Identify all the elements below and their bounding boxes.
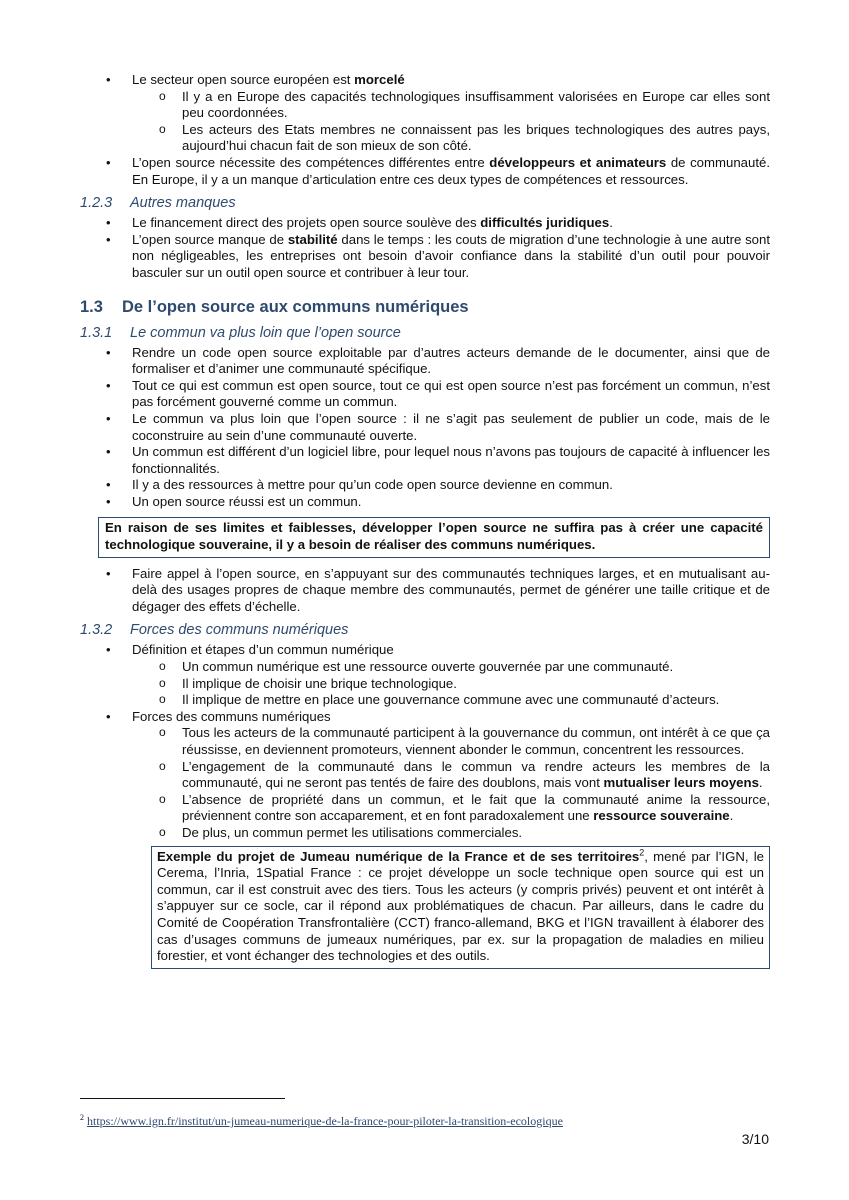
forces-list xyxy=(80,642,770,841)
sub-list-item: o Tous les acteurs de la communauté participent à la gouvernance du commun, ont intérêt à ce que ça réussisse, en deviennent promoteurs, viennent abonder le commun, concentrent les ressources. xyxy=(132,725,770,758)
sub-list xyxy=(132,725,770,841)
sub-list-item: o Il implique de mettre en place une gouvernance commune avec une communauté d’acteurs. xyxy=(132,692,770,709)
sub-list-item: o Les acteurs des Etats membres ne connaissent pas les briques technologiques des autres pays, aujourd’hui chacun fait de son mieux de son côté. xyxy=(132,122,770,155)
section-heading-1-3-2: 1.3.2 Forces des communs numériques xyxy=(80,622,349,639)
list-item: • Un commun est différent d’un logiciel libre, pour lequel nous n’avons pas toujours de capacité à influencer les fonctionnalités. xyxy=(80,444,770,477)
list-item: • L’open source nécessite des compétences différentes entre développeurs et animateurs de communauté. En Europe, il y a un manque d’articulation entre ces deux types de compétences et ressources. xyxy=(80,155,770,188)
list-item: • Forces des communs numériques o Tous les acteurs de la communauté participent à la gouvernance du commun, ont intérêt à ce que ça réussisse, en deviennent promoteurs, viennent abonder le commun, concentrent les ressources. o L’engagement de la communauté dans le commun va rendre acteurs les membres de la communauté, qui ne seront pas tentés de faire des doublons, mais vont mutualiser leurs moyens. o L’absence de propriété dans un commun, et le fait que la communauté anime la ressource, préviennent contre son accaparement, et en font paradoxalement une ressource souveraine. o De plus, un commun permet les utilisations commerciales. xyxy=(80,709,770,842)
list-item: • Le financement direct des projets open source soulève des difficultés juridiques. xyxy=(80,215,770,232)
sub-list-item: o Il implique de choisir une brique technologique. xyxy=(132,676,770,693)
sub-list-item: o De plus, un commun permet les utilisations commerciales. xyxy=(132,825,770,842)
mutualisation-list xyxy=(80,566,770,616)
list-item: • Faire appel à l’open source, en s’appuyant sur des communautés techniques larges, et en mutualisant au-delà des usages propres de chaque membre des communautés, permet de générer une taille critique et de dégager des effets d’échelle. xyxy=(80,566,770,616)
list-item: • Un open source réussi est un commun. xyxy=(80,494,770,511)
sub-list-item: o L’engagement de la communauté dans le commun va rendre acteurs les membres de la communauté, qui ne seront pas tentés de faire des doublons, mais vont mutualiser leurs moyens. xyxy=(132,759,770,792)
list-item: • Il y a des ressources à mettre pour qu’un code open source devienne en commun. xyxy=(80,477,770,494)
sub-list-item: o Il y a en Europe des capacités technologiques insuffisamment valorisées en Europe car elles sont peu coordonnées. xyxy=(132,89,770,122)
list-item: • Définition et étapes d’un commun numérique o Un commun numérique est une ressource ouverte gouvernée par une communauté. o Il implique de choisir une brique technologique. o Il implique de mettre en place une gouvernance commune avec une communauté d’acteurs. xyxy=(80,642,770,708)
list-item: • Tout ce qui est commun est open source, tout ce qui est open source n’est pas forcément un commun, n’est pas forcément gouverné comme un commun. xyxy=(80,378,770,411)
sub-list-item: o L’absence de propriété dans un commun, et le fait que la communauté anime la ressource, préviennent contre son accaparement, et en font paradoxalement une ressource souveraine. xyxy=(132,792,770,825)
example-box: Exemple du projet de Jumeau numérique de la France et de ses territoires$^2$, mené par l’IGN, le Cerema, l’Inria, 1Spatial France : ce projet développe un socle technique open source qui est un commun, car il est construit avec des tiers. Tous les acteurs (y compris privés) peuvent et ont intérêt à s’appuyer sur ce socle, car il répond aux problématiques de chacun. Par ailleurs, dans le cadre du Comité de Coopération Transfrontalière (CCT) franco-allemand, BKG et l’IGN travaillent à élaborer des cas d’usages communs de jumeaux numériques, par ex. sur la propagation de maladies en milieu forestier, et vont échanger des technologies et des outils. xyxy=(151,846,770,969)
commun-list xyxy=(80,345,770,511)
sub-list xyxy=(132,89,770,155)
page-number: 3/10 xyxy=(741,1131,769,1147)
section-heading-1-3-1: 1.3.1 Le commun va plus loin que l’open source xyxy=(80,324,401,341)
sub-list xyxy=(132,659,770,709)
list-item: • L’open source manque de stabilité dans le temps : les couts de migration d’une technologie à une autre sont non négligeables, les entreprises ont besoin d’avoir confiance dans la stabilité d’un outil pour pouvoir basculer sur un outil open source et contribuer à leur tour. xyxy=(80,232,770,282)
footnote: $^2$ https://www.ign.fr/institut/un-jumeau-numerique-de-la-france-pour-piloter-la-transition-ecologique xyxy=(80,1113,563,1128)
footnote-ref[interactable]: 2 xyxy=(639,847,645,858)
section-heading-1-3: 1.3 De l’open source aux communs numériques xyxy=(80,297,469,316)
key-statement-box: En raison de ses limites et faiblesses, développer l’open source ne suffira pas à créer une capacité technologique souveraine, il y a besoin de réaliser des communs numériques. xyxy=(98,517,770,557)
footnote-link[interactable]: https://www.ign.fr/institut/un-jumeau-numerique-de-la-france-pour-piloter-la-transition-ecologique xyxy=(87,1114,563,1128)
sub-list-item: o Un commun numérique est une ressource ouverte gouvernée par une communauté. xyxy=(132,659,770,676)
autres-manques-list xyxy=(80,215,770,281)
page-content xyxy=(80,72,770,969)
footnote-separator xyxy=(80,1098,285,1099)
intro-list xyxy=(80,72,770,188)
list-item: • Le secteur open source européen est morcelé o Il y a en Europe des capacités technologiques insuffisamment valorisées en Europe car elles sont peu coordonnées. o Les acteurs des Etats membres ne connaissent pas les briques technologiques des autres pays, aujourd’hui chacun fait de son mieux de son côté. xyxy=(80,72,770,155)
list-item: • Rendre un code open source exploitable par d’autres acteurs demande de le documenter, ainsi que de formaliser et d’animer une communauté spécifique. xyxy=(80,345,770,378)
list-item: • Le commun va plus loin que l’open source : il ne s’agit pas seulement de publier un code, mais de le coconstruire au sein d’une communauté ouverte. xyxy=(80,411,770,444)
section-heading-1-2-3: 1.2.3 Autres manques xyxy=(80,195,236,212)
